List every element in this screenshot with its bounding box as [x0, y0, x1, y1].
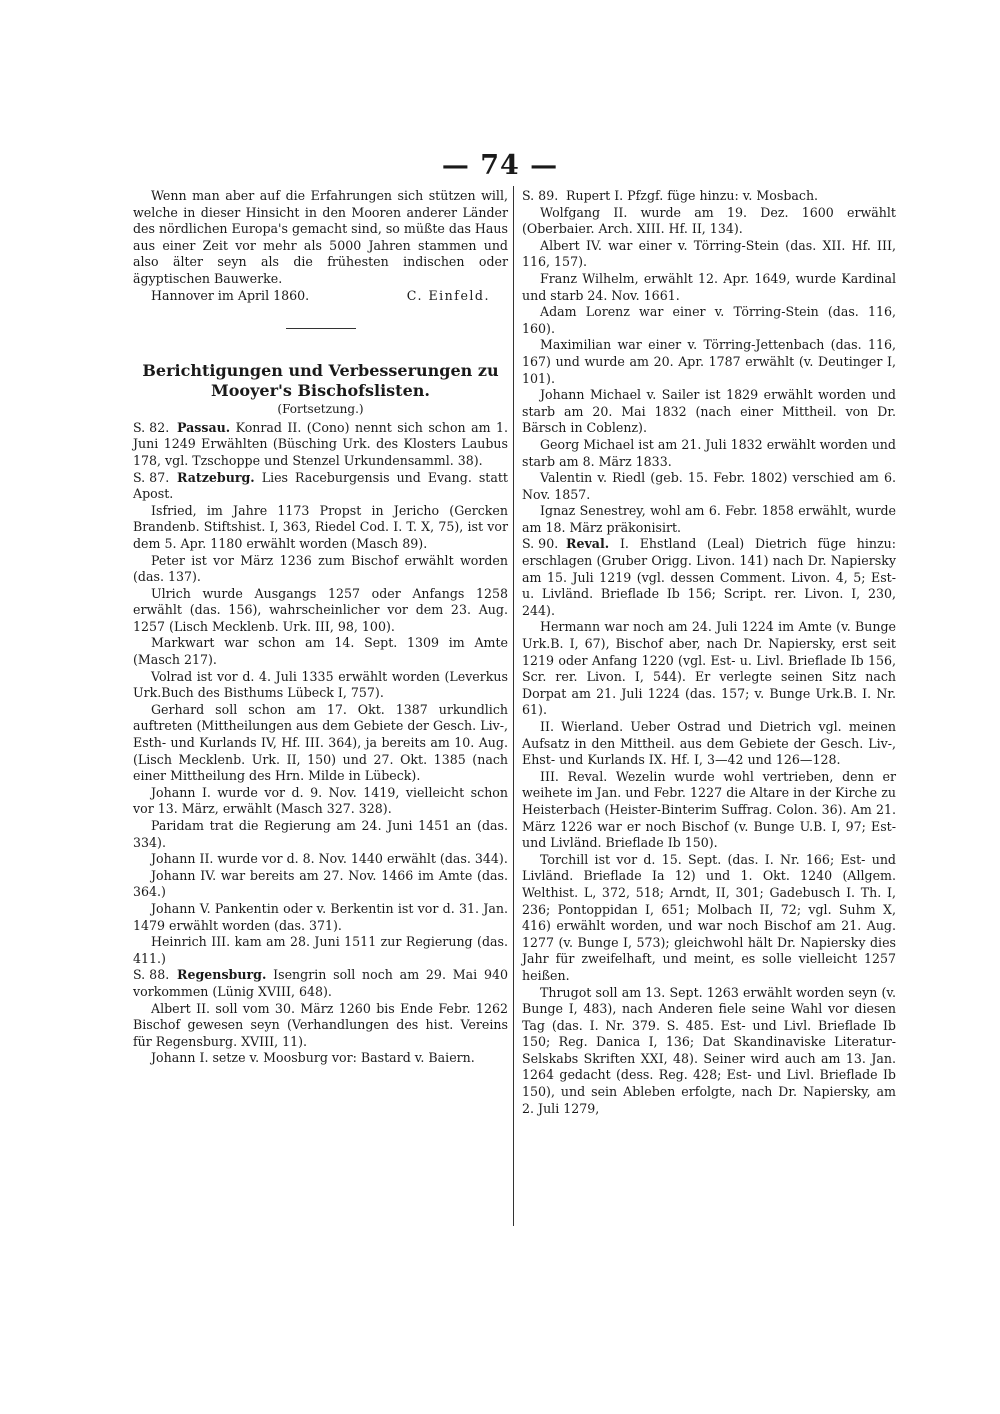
entry-s82: [133, 420, 508, 470]
bishop-entry: Paridam trat die Regierung am 24. Juni 1451 an (das. 334).: [133, 818, 508, 850]
bishop-entry: Valentin v. Riedl (geb. 15. Febr. 1802) verschied am 6. Nov. 1857.: [522, 470, 896, 502]
bishop-entry: Hermann war noch am 24. Juli 1224 im Amte (v. Bunge Urk.B. I, 67), Bischof aber, nach Dr. Napiersky, erst seit 1219 oder Anfang 1220 (vgl. Est- u. Livl. Brieflade Ib 156, Scr. rer. Livon. I, 544). Er verlegte seinen Sitz nach Dorpat am 21. Juli 1224 (das. 157; v. Bunge Urk.B. I. Nr. 61).: [522, 619, 896, 718]
section-title-line2: Mooyer's Bischofslisten.: [211, 381, 430, 401]
bishop-entry: II. Wierland. Ueber Ostrad und Dietrich vgl. meinen Aufsatz in den Mittheil. aus dem Gebiete der Gesch. Liv-, Ehst- und Kurlands IX. Hf. I, 3—42 und 126—128.: [522, 719, 896, 768]
bishop-entry: Johann I. wurde vor d. 9. Nov. 1419, vielleicht schon vor 13. März, erwählt (Masch 327. 328).: [133, 784, 508, 817]
left-column: [133, 188, 508, 1067]
page-ref: S. 82.: [133, 419, 170, 435]
page-ref: S. 87.: [133, 469, 170, 485]
bishop-entry: Isfried, im Jahre 1173 Propst in Jericho (Gercken Brandenb. Stiftshist. I, 363, Riedel Cod. I. T. X, 75), ist vor dem 5. Apr. 1180 erwählt worden (Masch 89).: [133, 502, 508, 551]
diocese-name: Regensburg.: [177, 967, 267, 983]
bishop-entry: Markwart war schon am 14. Sept. 1309 im Amte (Masch 217).: [133, 635, 508, 668]
place-date: Hannover im April 1860.: [151, 287, 310, 303]
bishop-entry: Albert II. soll vom 30. März 1260 bis Ende Febr. 1262 Bischof gewesen seyn (Verhandlungen des hist. Vereins für Regensburg. XVIII, 11).: [133, 1000, 508, 1049]
diocese-name: Reval.: [566, 536, 610, 552]
bishop-entry: Torchill ist vor d. 15. Sept. (das. I. Nr. 166; Est- und Livländ. Brieflade Ia 12) und 1. Okt. 1240 (Allgem. Welthist. L, 372, 518; Arndt, II, 301; Gadebusch I. Th. I, 236; Pontoppidan I, 651; Molbach II, 72; vgl. Suhm X, 416) erwählt worden, und war noch Bischof am 21. Aug. 1277 (v. Bunge I, 573); gleichwohl hält Dr. Napiersky dies Jahr für zweifelhaft, und meint, es solle vielleicht 1257 heißen.: [522, 851, 896, 983]
entry-s87: [133, 470, 508, 503]
column-divider: [513, 186, 514, 1226]
entry-text: Lies Raceburgensis und Evang. statt Apost.: [133, 469, 508, 502]
bishop-entry: Ulrich wurde Ausgangs 1257 oder Anfangs 1258 erwählt (das. 156), wahrscheinlicher vor dem 23. Aug. 1257 (Lisch Mecklenb. Urk. III, 98, 100).: [133, 585, 508, 634]
bishop-entry: Johann V. Pankentin oder v. Berkentin ist vor d. 31. Jan. 1479 erwählt worden (das. 371).: [133, 900, 508, 933]
bishop-entry: Franz Wilhelm, erwählt 12. Apr. 1649, wurde Kardinal und starb 24. Nov. 1661.: [522, 270, 896, 303]
bishop-entry: Adam Lorenz war einer v. Törring-Stein (das. 116, 160).: [522, 304, 896, 336]
bishop-entry: Ignaz Senestrey, wohl am 6. Febr. 1858 erwählt, wurde am 18. März präkonisirt.: [522, 503, 896, 535]
intro-paragraph: Wenn man aber auf die Erfahrungen sich stützen will, welche in dieser Hinsicht in den Mooren anderer Länder des nördlichen Europa's gemacht sind, so müßte das Haus aus einer Zeit vor mehr als 5000 Jahren stammen und also älter seyn als die frühesten indischen oder ägyptischen Bauwerke.: [133, 188, 508, 286]
bishop-entry: Volrad ist vor d. 4. Juli 1335 erwählt worden (Leverkus Urk.Buch des Bisthums Lübeck I, 757).: [133, 668, 508, 701]
entry-text: I. Ehstland (Leal) Dietrich füge hinzu: erschlagen (Gruber Origg. Livon. 141) nach Dr. Napiersky am 15. Juli 1219 (vgl. dessen Comment. Livon. 4, 5; Est- u. Livländ. Brieflade Ib 156; Script. rer. Livon. I, 230, 244).: [522, 536, 896, 618]
entry-s89: [522, 188, 896, 205]
page-ref: S. 88.: [133, 967, 170, 983]
entry-text: Rupert I. Pfzgf. füge hinzu: v. Mosbach.: [566, 188, 819, 203]
bishop-entry: Johann II. wurde vor d. 8. Nov. 1440 erwählt (das. 344).: [151, 851, 508, 867]
bishop-entry: Georg Michael ist am 21. Juli 1832 erwählt worden und starb am 8. März 1833.: [522, 436, 896, 469]
right-column: [522, 188, 896, 1117]
bishop-entry: Heinrich III. kam am 28. Juni 1511 zur Regierung (das. 411.): [133, 934, 508, 966]
bishop-entry: Wolfgang II. wurde am 19. Dez. 1600 erwählt (Oberbaier. Arch. XIII. Hf. II, 134).: [522, 204, 896, 237]
section-title: Berichtigungen und Verbesserungen zu: [142, 361, 499, 381]
entry-text: Konrad II. (Cono) nennt sich schon am 1. Juni 1249 Erwählten (Büsching Urk. des Klosters Laubus 178, vgl. Tzschoppe und Stenzel Urkundensamml. 38).: [133, 419, 508, 468]
entry-text: Isengrin soll noch am 29. Mai 940 vorkommen (Lünig XVIII, 648).: [133, 967, 508, 999]
page-ref: S. 89.: [522, 188, 559, 203]
diocese-name: Ratzeburg.: [177, 469, 255, 485]
bishop-entry: Johann I. setze v. Moosburg vor: Bastard v. Baiern.: [151, 1050, 475, 1066]
bishop-entry: Johann IV. war bereits am 27. Nov. 1466 im Amte (das. 364.): [133, 867, 508, 900]
page-ref: S. 90.: [522, 536, 559, 552]
bishop-entry: Peter ist vor März 1236 zum Bischof erwählt worden (das. 137).: [133, 552, 508, 585]
signature-line: [133, 288, 508, 305]
section-rule: [286, 328, 356, 329]
author-signature: C. Einfeld.: [406, 287, 490, 303]
bishop-entry: Johann Michael v. Sailer ist 1829 erwählt worden und starb am 20. Mai 1832 (nach einer Mittheil. von Dr. Bärsch in Coblenz).: [522, 387, 896, 436]
bishop-entry: Maximilian war einer v. Törring-Jettenbach (das. 116, 167) und wurde am 20. Apr. 1787 erwählt (v. Deutinger I, 101).: [522, 337, 896, 386]
bishop-entry: Albert IV. war einer v. Törring-Stein (das. XII. Hf. III, 116, 157).: [522, 237, 896, 270]
diocese-name: Passau.: [177, 419, 231, 435]
entry-s90: [522, 536, 896, 619]
bishop-entry: Gerhard soll schon am 17. Okt. 1387 urkundlich auftreten (Mittheilungen aus dem Gebiete der Gesch. Liv-, Esth- und Kurlands IV, Hf. III. 364), ja bereits am 10. Aug. (Lisch Mecklenb. Urk. II, 150) und 27. Okt. 1385 (nach einer Mittheilung des Hrn. Milde in Lübeck).: [133, 701, 508, 784]
page-number: — 74 —: [441, 150, 559, 181]
bishop-entry: Thrugot soll am 13. Sept. 1263 erwählt worden seyn (v. Bunge I, 483), nach Anderen fiele seine Wahl vor diesen Tag (das. I. Nr. 379. S. 485. Est- und Livl. Brieflade Ib 150; Reg. Danica I, 136; Dat Skandinaviske Literatur-Selskabs Skriften XXI, 48). Seiner wird auch am 13. Jan. 1264 gedacht (dess. Reg. 428; Est- und Livl. Brieflade Ib 150), und sein Ableben erfolgte, nach Dr. Napiersky, am 2. Juli 1279,: [522, 984, 896, 1116]
section-subtitle: (Fortsetzung.): [277, 402, 364, 417]
bishop-entry: III. Reval. Wezelin wurde wohl vertrieben, denn er weihete im Jan. und Febr. 1227 die Altare in der Kirche zu Heisterbach (Heister-Binterim Suffrag. Colon. 36). Am 21. März 1226 war er noch Bischof (v. Bunge U.B. I, 97; Est- und Livländ. Brieflade Ib 150).: [522, 768, 896, 851]
entry-s88: [133, 967, 508, 1000]
